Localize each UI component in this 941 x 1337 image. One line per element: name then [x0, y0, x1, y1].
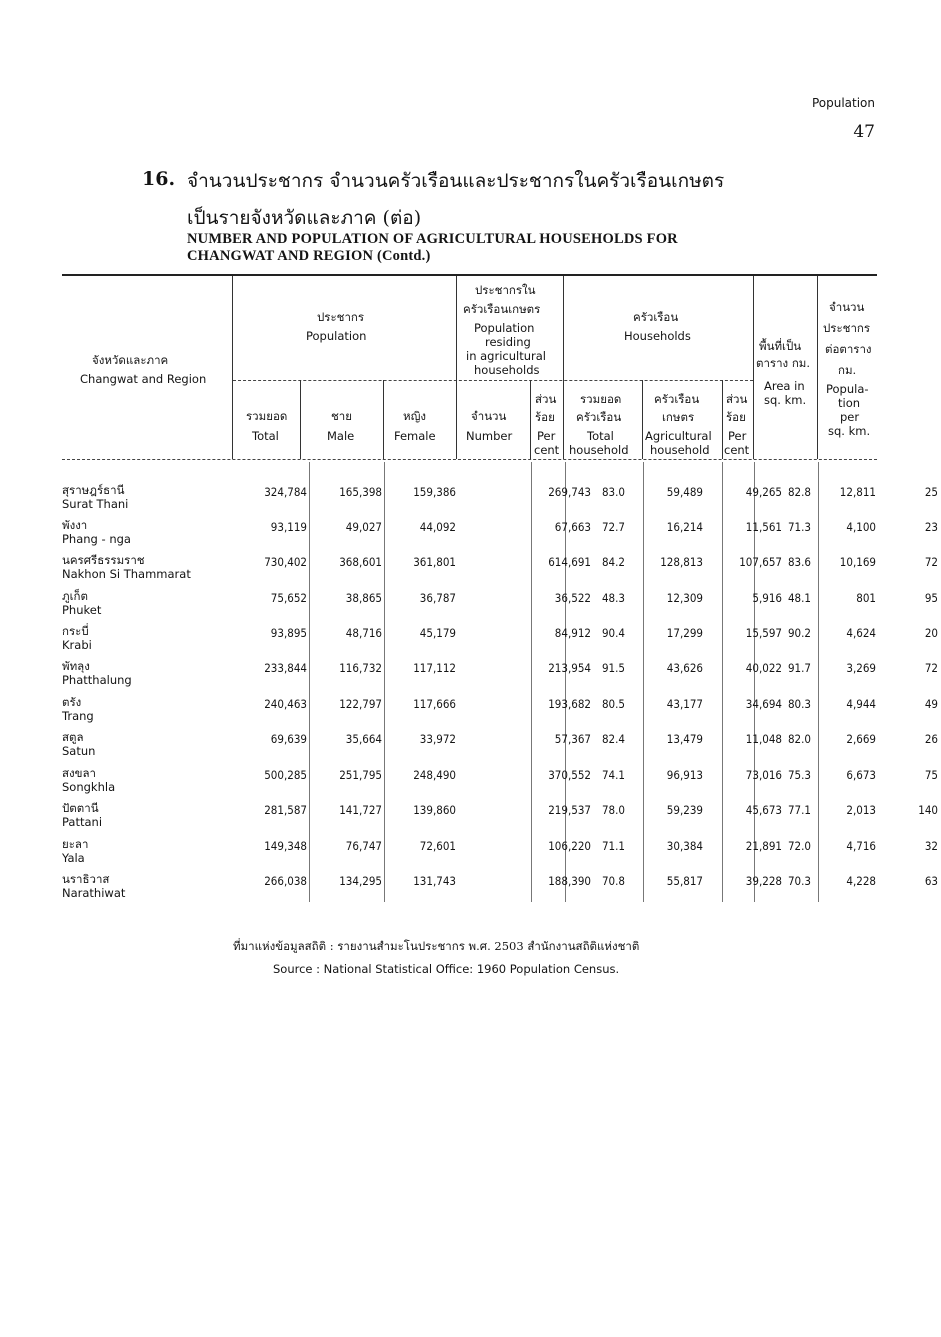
col-divider: [642, 380, 643, 459]
cell-hh-ag: 45,673: [745, 803, 782, 817]
source-note-english: Source : National Statistical Office: 1960 Population Census.: [273, 962, 620, 976]
cell-area: 2,013: [846, 803, 876, 817]
cell-total: 240,463: [264, 697, 307, 711]
subheader-rule: [233, 380, 753, 381]
cell-female: 159,386: [413, 485, 456, 499]
header-hh-ag-thai-2: เกษตร: [662, 410, 695, 424]
cell-density: 32: [924, 839, 938, 853]
cell-total: 93,119: [270, 520, 307, 534]
cell-total: 281,587: [264, 803, 307, 817]
header-changwat-english: Changwat and Region: [80, 372, 207, 386]
cell-male: 165,398: [339, 485, 382, 499]
changwat-name-thai: นราธิวาส: [62, 872, 110, 886]
cell-hh-ag: 40,022: [745, 661, 782, 675]
cell-male: 122,797: [339, 697, 382, 711]
cell-male: 134,295: [339, 874, 382, 888]
cell-area: 3,269: [846, 661, 876, 675]
cell-male: 116,732: [339, 661, 382, 675]
cell-ag-number: 84,912: [554, 626, 591, 640]
changwat-name-thai: สงขลา: [62, 766, 97, 780]
cell-area: 10,169: [839, 555, 876, 569]
table-row: [62, 800, 938, 834]
cell-ag-number: 219,537: [548, 803, 591, 817]
header-area-thai-1: พื้นที่เป็น: [759, 339, 802, 353]
table-row: [62, 836, 938, 870]
cell-total: 730,402: [264, 555, 307, 569]
cell-female: 72,601: [419, 839, 456, 853]
changwat-name-thai: ตรัง: [62, 695, 82, 709]
title-english-line-1: NUMBER AND POPULATION OF AGRICULTURAL HOUSEHOLDS FOR: [187, 231, 678, 247]
header-households-english: Households: [624, 329, 691, 343]
cell-female: 139,860: [413, 803, 456, 817]
header-hh-ag-thai-1: ครัวเรือน: [654, 392, 700, 406]
header-households-thai: ครัวเรือน: [633, 310, 679, 324]
cell-ag-percent: 90.4: [601, 626, 625, 640]
changwat-name-thai: พังงา: [62, 518, 88, 532]
table-number: 16.: [142, 168, 176, 190]
cell-hh-ag: 11,048: [745, 732, 782, 746]
cell-hh-total: 13,479: [666, 732, 703, 746]
changwat-name-thai: พัทลุง: [62, 659, 90, 673]
header-total-english: Total: [252, 429, 279, 443]
cell-hh-percent: 70.3: [787, 874, 811, 888]
cell-ag-percent: 84.2: [601, 555, 625, 569]
changwat-name-english: Trang: [62, 709, 94, 723]
header-density-english-2: tion: [838, 396, 861, 410]
header-population-thai: ประชากร: [317, 310, 365, 324]
cell-ag-number: 193,682: [548, 697, 591, 711]
header-density-thai-3: ต่อตาราง: [825, 342, 872, 356]
header-hh-percent-thai-2: ร้อย: [726, 410, 746, 424]
cell-hh-ag: 34,694: [745, 697, 782, 711]
cell-female: 45,179: [419, 626, 456, 640]
title-english-line-2: CHANGWAT AND REGION (Contd.): [187, 248, 431, 264]
cell-density: 23: [924, 520, 938, 534]
cell-hh-percent: 71.3: [787, 520, 811, 534]
header-changwat-thai: จังหวัดและภาค: [92, 353, 169, 367]
source-note-thai: ที่มาแห่งข้อมูลสถิติ : รายงานสำมะโนประชากร พ.ศ. 2503 สำนักงานสถิติแห่งชาติ: [233, 939, 640, 953]
changwat-name-english: Pattani: [62, 815, 103, 829]
changwat-name-english: Phang - nga: [62, 532, 131, 546]
cell-area: 6,673: [846, 768, 876, 782]
header-agpop-thai-2: ครัวเรือนเกษตร: [463, 302, 541, 316]
cell-density: 49: [924, 697, 938, 711]
cell-hh-ag: 11,561: [745, 520, 782, 534]
changwat-name-english: Phatthalung: [62, 673, 132, 687]
cell-area: 4,624: [846, 626, 876, 640]
col-divider: [530, 380, 531, 459]
cell-male: 368,601: [339, 555, 382, 569]
cell-male: 48,716: [345, 626, 382, 640]
header-density-english-3: per: [840, 410, 860, 424]
cell-area: 4,716: [846, 839, 876, 853]
changwat-name-thai: นครศรีธรรมราช: [62, 553, 145, 567]
header-agpop-english-3: in agricultural: [466, 349, 546, 363]
changwat-name-thai: สตูล: [62, 730, 84, 744]
cell-ag-percent: 91.5: [601, 661, 625, 675]
cell-ag-number: 57,367: [554, 732, 591, 746]
header-area-thai-2: ตาราง กม.: [756, 356, 811, 370]
cell-ag-percent: 82.4: [601, 732, 625, 746]
cell-density: 63: [924, 874, 938, 888]
cell-hh-total: 30,384: [666, 839, 703, 853]
col-divider: [563, 276, 564, 459]
cell-male: 49,027: [345, 520, 382, 534]
cell-total: 93,895: [270, 626, 307, 640]
title-thai-line-1: จำนวนประชากร จำนวนครัวเรือนและประชากรในครัวเรือนเกษตร: [187, 170, 725, 192]
cell-hh-total: 43,626: [666, 661, 703, 675]
cell-male: 76,747: [345, 839, 382, 853]
header-hh-percent-english-2: cent: [724, 443, 750, 457]
changwat-name-english: Krabi: [62, 638, 92, 652]
cell-ag-number: 36,522: [554, 591, 591, 605]
table-header-bottom-rule: [62, 459, 877, 460]
cell-hh-total: 12,309: [666, 591, 703, 605]
cell-hh-percent: 80.3: [787, 697, 811, 711]
header-hh-ag-english-2: household: [650, 443, 710, 457]
cell-hh-ag: 49,265: [745, 485, 782, 499]
cell-hh-ag: 107,657: [739, 555, 782, 569]
header-hh-total-english-1: Total: [587, 429, 614, 443]
cell-density: 26: [924, 732, 938, 746]
header-density-thai-4: กม.: [838, 363, 857, 377]
col-divider: [232, 276, 233, 459]
changwat-name-english: Surat Thani: [62, 497, 129, 511]
cell-ag-number: 370,552: [548, 768, 591, 782]
cell-ag-percent: 80.5: [601, 697, 625, 711]
cell-hh-total: 16,214: [666, 520, 703, 534]
cell-hh-percent: 91.7: [787, 661, 811, 675]
cell-hh-ag: 39,228: [745, 874, 782, 888]
cell-ag-number: 269,743: [548, 485, 591, 499]
header-number-english: Number: [466, 429, 513, 443]
cell-ag-number: 106,220: [548, 839, 591, 853]
cell-total: 324,784: [264, 485, 307, 499]
col-divider: [817, 276, 818, 459]
cell-ag-number: 614,691: [548, 555, 591, 569]
table-row: [62, 765, 938, 799]
table-row: [62, 694, 938, 728]
cell-hh-total: 128,813: [660, 555, 703, 569]
running-head: Population: [811, 96, 875, 110]
header-total-thai: รวมยอด: [246, 409, 288, 423]
header-area-english-2: sq. km.: [764, 393, 807, 407]
cell-ag-number: 213,954: [548, 661, 591, 675]
cell-ag-percent: 72.7: [601, 520, 625, 534]
col-divider: [753, 276, 754, 459]
header-density-english-4: sq. km.: [828, 424, 871, 438]
header-density-thai-2: ประชากร: [823, 321, 871, 335]
changwat-name-english: Satun: [62, 744, 96, 758]
cell-ag-number: 67,663: [554, 520, 591, 534]
cell-ag-percent: 78.0: [601, 803, 625, 817]
cell-area: 2,669: [846, 732, 876, 746]
cell-hh-total: 96,913: [666, 768, 703, 782]
cell-male: 38,865: [345, 591, 382, 605]
cell-density: 140: [918, 803, 938, 817]
cell-hh-total: 17,299: [666, 626, 703, 640]
changwat-name-english: Nakhon Si Thammarat: [62, 567, 191, 581]
changwat-name-english: Songkhla: [62, 780, 116, 794]
table-row: [62, 552, 938, 586]
col-divider: [722, 380, 723, 459]
cell-total: 149,348: [264, 839, 307, 853]
cell-total: 75,652: [270, 591, 307, 605]
cell-ag-percent: 83.0: [601, 485, 625, 499]
cell-density: 72: [924, 661, 938, 675]
cell-total: 500,285: [264, 768, 307, 782]
cell-hh-percent: 75.3: [787, 768, 811, 782]
cell-female: 44,092: [419, 520, 456, 534]
header-female-thai: หญิง: [403, 409, 426, 423]
header-hh-percent-thai-1: ส่วน: [726, 392, 748, 406]
header-agpop-english-2: residing: [485, 335, 531, 349]
table-row: [62, 623, 938, 657]
header-density-thai-1: จำนวน: [829, 300, 865, 314]
header-male-thai: ชาย: [331, 409, 353, 423]
changwat-name-english: Phuket: [62, 603, 102, 617]
cell-area: 12,811: [839, 485, 876, 499]
title-thai-line-2: เป็นรายจังหวัดและภาค (ต่อ): [187, 207, 422, 229]
cell-hh-percent: 90.2: [787, 626, 811, 640]
cell-ag-percent: 71.1: [601, 839, 625, 853]
header-female-english: Female: [394, 429, 436, 443]
cell-density: 75: [924, 768, 938, 782]
cell-area: 4,100: [846, 520, 876, 534]
cell-hh-ag: 5,916: [752, 591, 782, 605]
cell-ag-number: 188,390: [548, 874, 591, 888]
cell-density: 20: [924, 626, 938, 640]
changwat-name-thai: ปัตตานี: [62, 801, 99, 815]
changwat-name-thai: ภูเก็ต: [62, 589, 88, 603]
page-number: 47: [853, 122, 875, 142]
cell-male: 35,664: [345, 732, 382, 746]
header-hh-percent-english-1: Per: [728, 429, 747, 443]
header-agpop-thai-1: ประชากรใน: [475, 283, 536, 297]
header-agpop-english-1: Population: [474, 321, 535, 335]
header-agpop-english-4: households: [474, 363, 540, 377]
header-hh-ag-english-1: Agricultural: [645, 429, 712, 443]
cell-female: 248,490: [413, 768, 456, 782]
cell-hh-percent: 72.0: [787, 839, 811, 853]
cell-total: 266,038: [264, 874, 307, 888]
cell-hh-total: 59,239: [666, 803, 703, 817]
header-population-english: Population: [306, 329, 367, 343]
cell-density: 25: [924, 485, 938, 499]
table-row: [62, 871, 938, 905]
header-area-english-1: Area in: [764, 379, 805, 393]
cell-male: 141,727: [339, 803, 382, 817]
cell-hh-percent: 48.1: [787, 591, 811, 605]
table-row: [62, 729, 938, 763]
table-row: [62, 588, 938, 622]
cell-density: 72: [924, 555, 938, 569]
cell-ag-percent: 70.8: [601, 874, 625, 888]
header-hh-total-thai-1: รวมยอด: [580, 392, 622, 406]
cell-hh-percent: 77.1: [787, 803, 811, 817]
cell-ag-percent: 48.3: [601, 591, 625, 605]
cell-hh-percent: 83.6: [787, 555, 811, 569]
changwat-name-english: Narathiwat: [62, 886, 126, 900]
table-top-rule: [62, 274, 877, 276]
table-row: [62, 517, 938, 551]
table-row: [62, 482, 938, 516]
cell-density: 95: [924, 591, 938, 605]
cell-hh-percent: 82.8: [787, 485, 811, 499]
cell-total: 69,639: [270, 732, 307, 746]
header-male-english: Male: [327, 429, 355, 443]
header-hh-total-thai-2: ครัวเรือน: [576, 410, 622, 424]
cell-hh-ag: 15,597: [745, 626, 782, 640]
changwat-name-thai: สุราษฎร์ธานี: [62, 483, 125, 497]
cell-hh-total: 59,489: [666, 485, 703, 499]
cell-female: 33,972: [419, 732, 456, 746]
cell-hh-total: 55,817: [666, 874, 703, 888]
cell-area: 801: [856, 591, 876, 605]
cell-male: 251,795: [339, 768, 382, 782]
header-hh-total-english-2: household: [569, 443, 629, 457]
cell-total: 233,844: [264, 661, 307, 675]
header-percent-english-2: cent: [534, 443, 560, 457]
cell-area: 4,944: [846, 697, 876, 711]
changwat-name-thai: ยะลา: [62, 837, 89, 851]
cell-female: 117,112: [413, 661, 456, 675]
cell-female: 117,666: [413, 697, 456, 711]
header-number-thai: จำนวน: [471, 409, 507, 423]
header-percent-thai-1: ส่วน: [535, 392, 557, 406]
cell-ag-percent: 74.1: [601, 768, 625, 782]
col-divider: [383, 380, 384, 459]
cell-female: 36,787: [419, 591, 456, 605]
changwat-name-thai: กระบี่: [62, 624, 89, 638]
col-divider: [300, 380, 301, 459]
table-row: [62, 658, 938, 692]
cell-hh-ag: 21,891: [745, 839, 782, 853]
cell-hh-percent: 82.0: [787, 732, 811, 746]
cell-female: 361,801: [413, 555, 456, 569]
header-percent-thai-2: ร้อย: [535, 410, 555, 424]
header-density-english-1: Popula-: [826, 382, 869, 396]
changwat-name-english: Yala: [62, 851, 85, 865]
header-percent-english-1: Per: [537, 429, 556, 443]
cell-female: 131,743: [413, 874, 456, 888]
col-divider: [456, 276, 457, 459]
cell-hh-total: 43,177: [666, 697, 703, 711]
cell-area: 4,228: [846, 874, 876, 888]
cell-hh-ag: 73,016: [745, 768, 782, 782]
